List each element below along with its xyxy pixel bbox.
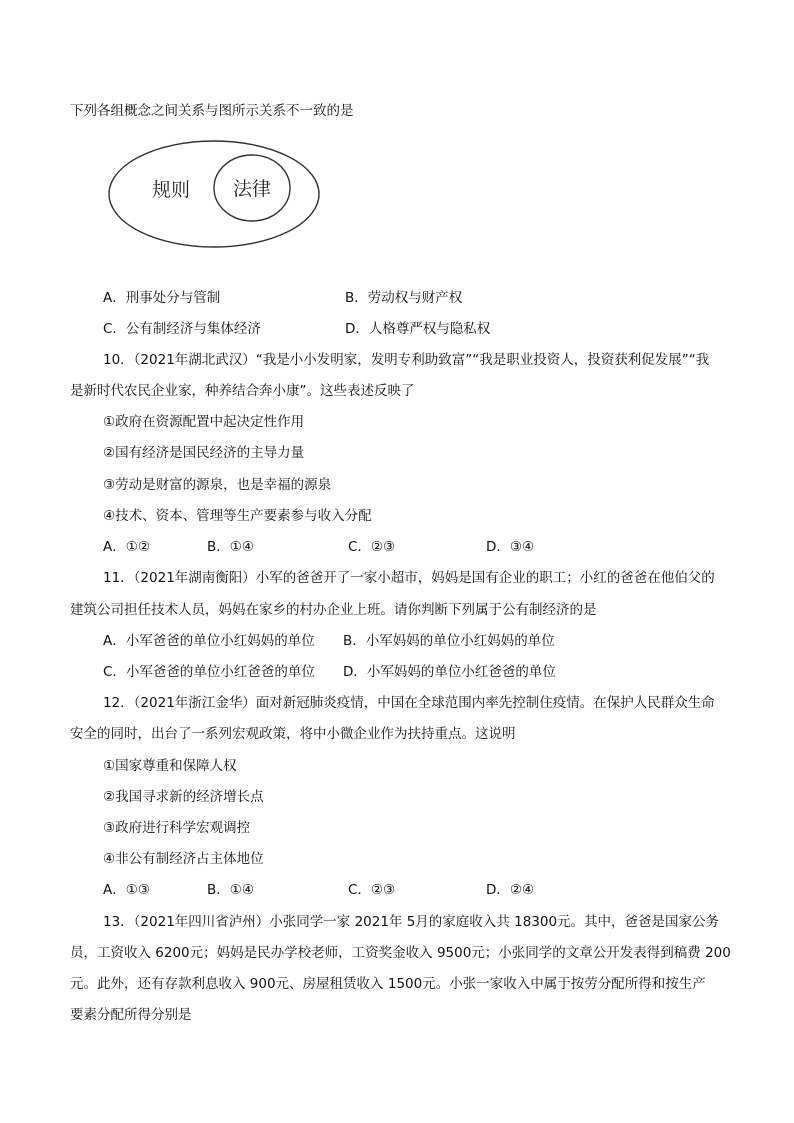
q13-stem-line4: 要素分配所得分别是 bbox=[70, 1007, 192, 1023]
q9-option-c[interactable]: C．公有制经济与集体经济 bbox=[103, 321, 261, 337]
q12-item-4: ④非公有制经济占主体地位 bbox=[103, 851, 264, 867]
q10-item-3: ③劳动是财富的源泉，也是幸福的源泉 bbox=[103, 477, 332, 493]
q12-option-b[interactable]: B．①④ bbox=[207, 882, 254, 898]
q12-item-1: ①国家尊重和保障人权 bbox=[103, 758, 237, 774]
q9-option-b[interactable]: B．劳动权与财产权 bbox=[345, 290, 463, 306]
q12-option-a[interactable]: A．①③ bbox=[103, 882, 150, 898]
q10-option-b[interactable]: B．①④ bbox=[207, 539, 254, 555]
q10-option-c[interactable]: C．②③ bbox=[348, 539, 396, 555]
q11-option-a[interactable]: A．小军爸爸的单位小红妈妈的单位 bbox=[103, 633, 315, 649]
q10-stem-line2: 是新时代农民企业家，种养结合奔小康”。这些表述反映了 bbox=[70, 383, 415, 399]
q10-item-2: ②国有经济是国民经济的主导力量 bbox=[103, 445, 305, 461]
q12-item-3: ③政府进行科学宏观调控 bbox=[103, 820, 251, 836]
q12-item-2: ②我国寻求新的经济增长点 bbox=[103, 789, 264, 805]
q13-stem-line3: 元。此外，还有存款利息收入 900元、房屋租赁收入 1500元。小张一家收入中属于按劳分配所得和按生产 bbox=[70, 976, 706, 992]
q11-option-b[interactable]: B．小军妈妈的单位小红妈妈的单位 bbox=[343, 633, 555, 649]
q13-stem-line2: 员，工资收入 6200元；妈妈是民办学校老师，工资奖金收入 9500元；小张同学的文章公开发表得到稿费 200 bbox=[70, 945, 731, 961]
q10-option-d[interactable]: D．③④ bbox=[486, 539, 535, 555]
q13-stem-line1: 13．（2021年四川省泸州）小张同学一家 2021年 5月的家庭收入共 18300元。其中，爸爸是国家公务 bbox=[103, 914, 720, 930]
q10-option-a[interactable]: A．①② bbox=[103, 539, 150, 555]
q9-option-a[interactable]: A．刑事处分与管制 bbox=[103, 290, 221, 306]
q9-option-d[interactable]: D．人格尊严权与隐私权 bbox=[345, 321, 491, 337]
q11-option-c[interactable]: C．小军爸爸的单位小红爸爸的单位 bbox=[103, 664, 315, 680]
q12-stem-line2: 安全的同时，出台了一系列宏观政策，将中小微企业作为扶持重点。这说明 bbox=[70, 726, 516, 742]
inner-label: 法律 bbox=[232, 178, 272, 200]
q10-item-4: ④技术、资本、管理等生产要素参与收入分配 bbox=[103, 508, 372, 524]
outer-label: 规则 bbox=[151, 179, 191, 201]
q11-option-d[interactable]: D．小军妈妈的单位小红爸爸的单位 bbox=[343, 664, 556, 680]
q9-stem: 下列各组概念之间关系与图所示关系不一致的是 bbox=[70, 103, 354, 119]
q12-option-d[interactable]: D．②④ bbox=[486, 882, 535, 898]
venn-diagram bbox=[108, 138, 324, 250]
q12-option-c[interactable]: C．②③ bbox=[348, 882, 396, 898]
q10-stem-line1: 10．（2021年湖北武汉）“我是小小发明家，发明专利助致富”“我是职业投资人，投资获利促发展”“我 bbox=[103, 352, 710, 368]
q11-stem-line2: 建筑公司担任技术人员，妈妈在家乡的村办企业上班。请你判断下列属于公有制经济的是 bbox=[70, 602, 597, 618]
q12-stem-line1: 12．（2021年浙江金华）面对新冠肺炎疫情，中国在全球范围内率先控制住疫情。在保护人民群众生命 bbox=[103, 695, 715, 711]
q10-item-1: ①政府在资源配置中起决定性作用 bbox=[103, 414, 305, 430]
q11-stem-line1: 11．（2021年湖南衡阳）小军的爸爸开了一家小超市，妈妈是国有企业的职工；小红的爸爸在他伯父的 bbox=[103, 570, 715, 586]
